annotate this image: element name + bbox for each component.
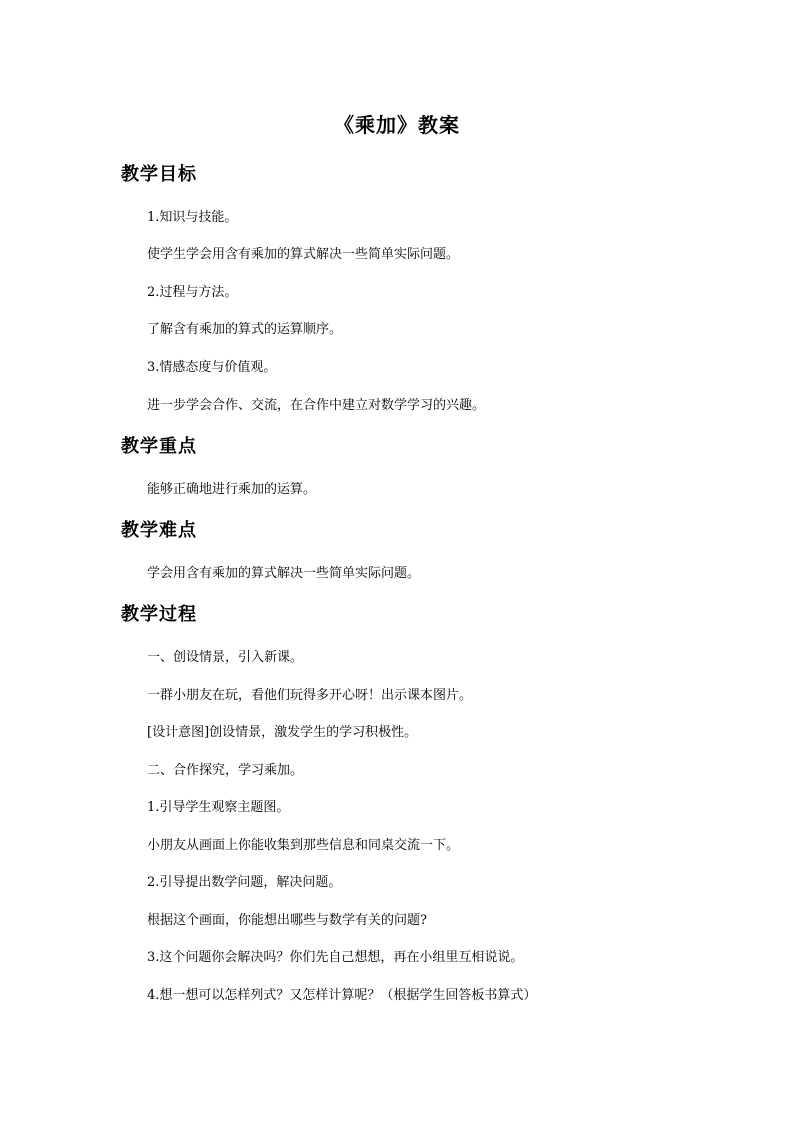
process-line: 小朋友从画面上你能收集到那些信息和同桌交流一下。 (147, 838, 460, 853)
difficulties-line: 学会用含有乘加的算式解决一些简单实际问题。 (147, 566, 421, 581)
process-line: 1.引导学生观察主题图。 (147, 800, 290, 815)
heading-key-points: 教学重点 (121, 436, 197, 457)
process-line: 二、合作探究，学习乘加。 (147, 763, 304, 778)
heading-difficulties: 教学难点 (121, 520, 197, 541)
process-line: 3.这个问题你会解决吗？你们先自己想想，再在小组里互相说说。 (147, 950, 524, 965)
objectives-line: 3.情感态度与价值观。 (147, 360, 277, 375)
objectives-line: 2.过程与方法。 (147, 285, 238, 300)
objectives-line: 进一步学会合作、交流，在合作中建立对数学学习的兴趣。 (147, 398, 486, 413)
heading-process: 教学过程 (121, 604, 197, 625)
process-line: [设计意图]创设情景，激发学生的学习积极性。 (147, 725, 418, 740)
key-points-line: 能够正确地进行乘加的运算。 (147, 482, 317, 497)
document-title: 《乘加》教案 (334, 113, 460, 137)
process-line: 根据这个画面，你能想出哪些与数学有关的问题? (147, 913, 427, 928)
heading-objectives: 教学目标 (121, 164, 197, 185)
objectives-line: 使学生学会用含有乘加的算式解决一些简单实际问题。 (147, 247, 460, 262)
objectives-line: 1.知识与技能。 (147, 210, 238, 225)
process-line: 一群小朋友在玩，看他们玩得多开心呀！出示课本图片。 (147, 688, 473, 703)
process-line: 2.引导提出数学问题，解决问题。 (147, 875, 342, 890)
process-line: 一、创设情景，引入新课。 (147, 650, 304, 665)
objectives-line: 了解含有乘加的算式的运算顺序。 (147, 322, 343, 337)
process-line: 4.想一想可以怎样列式？又怎样计算呢？（根据学生回答板书算式） (147, 988, 537, 1003)
